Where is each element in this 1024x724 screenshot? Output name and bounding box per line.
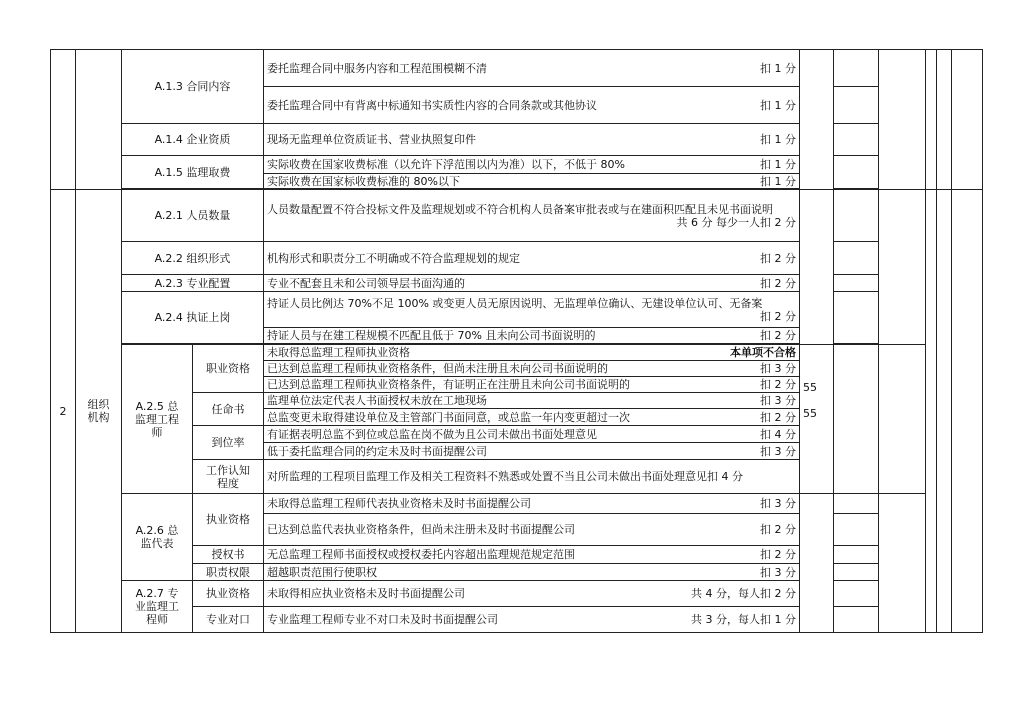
score-value: 55 <box>803 407 818 420</box>
section-number: 2 <box>51 190 76 633</box>
deduction-item: 对所监理的工程项目监理工作及相关工程资料不熟悉或处置不当且公司未做出书面处理意见扣 4 分 <box>264 460 800 494</box>
table-row <box>51 292 983 328</box>
deduction-item: 已达到总监理工程师执业资格条件，有证明正在注册且未向公司书面说明的 扣 2 分 <box>264 377 800 393</box>
sub-item-label: 执业资格 <box>193 494 264 546</box>
sub-item-label: 职业资格 <box>193 345 264 393</box>
deduction-item: 委托监理合同中有背离中标通知书实质性内容的合同条款或其他协议 扣 1 分 <box>264 87 800 124</box>
deduction-item: 机构形式和职责分工不明确或不符合监理规划的规定 扣 2 分 <box>264 242 800 275</box>
deduction-item: 未取得相应执业资格未及时书面提醒公司 共 4 分，每人扣 2 分 <box>264 581 800 607</box>
item-label: A.2.3 专业配置 <box>122 275 264 292</box>
item-label: A.1.3 合同内容 <box>122 50 264 124</box>
deduction-item: 专业监理工程师专业不对口未及时书面提醒公司 共 3 分，每人扣 1 分 <box>264 607 800 633</box>
deduction-item: 实际收费在国家收费标准（以允许下浮范围以内为准）以下，不低于 80% 扣 1 分 <box>264 156 800 174</box>
deduction-item: 监理单位法定代表人书面授权未放在工地现场 扣 3 分 <box>264 393 800 409</box>
item-label: A.2.6 总 监代表 <box>122 494 193 581</box>
deduction-item: 持证人员与在建工程规模不匹配且低于 70% 且未向公司书面说明的 扣 2 分 <box>264 328 800 344</box>
item-label: A.1.5 监理取费 <box>122 156 264 189</box>
deduction-item: 专业不配套且未和公司领导层书面沟通的 扣 2 分 <box>264 275 800 292</box>
deduction-item: 有证据表明总监不到位或总监在岗不做为且公司未做出书面处理意见 扣 4 分 <box>264 426 800 443</box>
deduction-item: 人员数量配置不符合投标文件及监理规划或不符合机构人员备案审批表或与在建面积匹配且未见书面说明 共 6 分 每少一人扣 2 分 <box>264 190 800 242</box>
deduction-item: 未取得总监理工程师代表执业资格未及时书面提醒公司 扣 3 分 <box>264 494 800 514</box>
item-label: A.2.7 专 业监理工 程师 <box>122 581 193 633</box>
item-label: A.2.2 组织形式 <box>122 242 264 275</box>
score-value: 55 <box>803 381 818 394</box>
table-row <box>51 345 983 361</box>
table-row <box>51 581 983 607</box>
item-label: A.1.4 企业资质 <box>122 124 264 156</box>
sub-item-label: 到位率 <box>193 426 264 460</box>
deduction-item: 委托监理合同中服务内容和工程范围模糊不清 扣 1 分 <box>264 50 800 87</box>
deduction-item: 超越职责范围行使职权 扣 3 分 <box>264 564 800 581</box>
sub-item-label: 执业资格 <box>193 581 264 607</box>
sub-item-label: 任命书 <box>193 393 264 426</box>
item-label: A.2.4 执证上岗 <box>122 292 264 344</box>
table-row <box>51 156 983 174</box>
table-row <box>51 190 983 242</box>
sub-item-label: 职责权限 <box>193 564 264 581</box>
deduction-item: 未取得总监理工程师执业资格 本单项不合格 <box>264 345 800 361</box>
table-row <box>51 494 983 514</box>
deduction-item: 现场无监理单位资质证书、营业执照复印件 扣 1 分 <box>264 124 800 156</box>
scoring-table <box>50 49 983 633</box>
table-row <box>51 124 983 156</box>
deduction-item: 持证人员比例达 70%不足 100% 或变更人员无原因说明、无监理单位确认、无建设单位认可、无备案 扣 2 分 <box>264 292 800 328</box>
deduction-item: 低于委托监理合同的约定未及时书面提醒公司 扣 3 分 <box>264 443 800 460</box>
section-name: 组织 机构 <box>76 190 122 633</box>
deduction-item: 实际收费在国家标收费标准的 80%以下 扣 1 分 <box>264 174 800 189</box>
deduction-item: 总监变更未取得建设单位及主管部门书面同意，或总监一年内变更超过一次 扣 2 分 <box>264 409 800 426</box>
item-label: A.2.1 人员数量 <box>122 190 264 242</box>
deduction-item: 已达到总监代表执业资格条件，但尚未注册未及时书面提醒公司 扣 2 分 <box>264 514 800 546</box>
table-row <box>51 50 983 87</box>
deduction-item: 已达到总监理工程师执业资格条件，但尚未注册且未向公司书面说明的 扣 3 分 <box>264 361 800 377</box>
item-label: A.2.5 总 监理工程 师 <box>122 345 193 494</box>
deduction-item: 无总监理工程师书面授权或授权委托内容超出监理规范规定范围 扣 2 分 <box>264 546 800 564</box>
sub-item-label: 授权书 <box>193 546 264 564</box>
table-row <box>51 275 983 292</box>
sub-item-label: 工作认知 程度 <box>193 460 264 494</box>
table-row <box>51 242 983 275</box>
sub-item-label: 专业对口 <box>193 607 264 633</box>
